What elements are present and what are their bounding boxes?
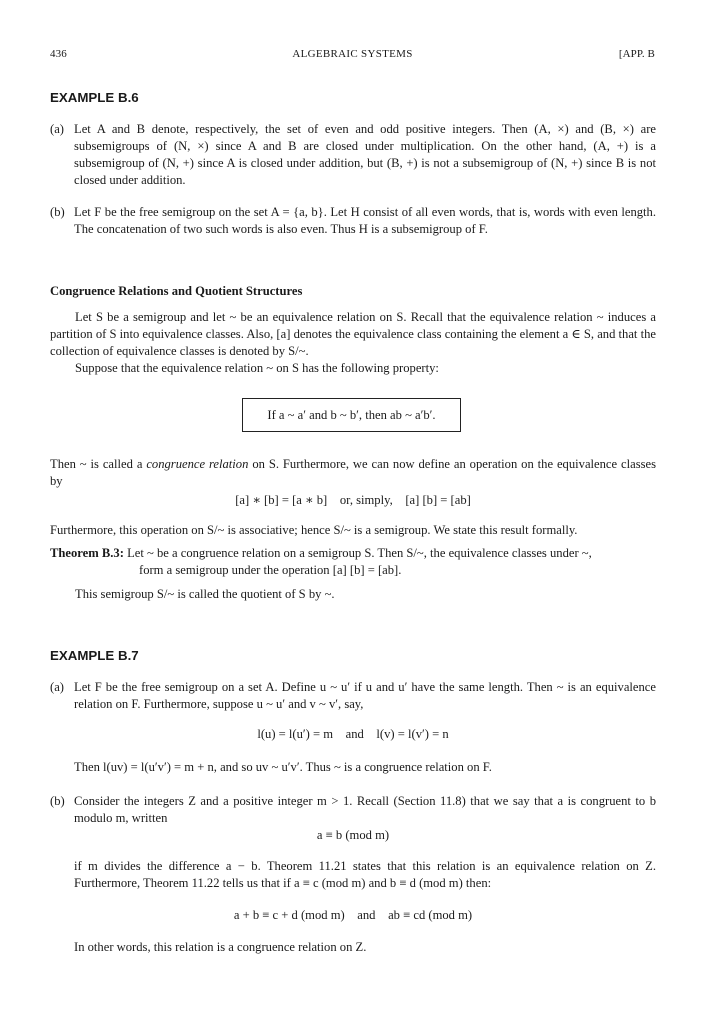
example-b7-item-a [50,679,656,713]
boxed-property: If a ~ a′ and b ~ b′, then ab ~ a′b′. [242,398,461,432]
item-label: (a) [50,122,64,136]
paragraph-text-start: Then ~ is called a [50,457,147,471]
congruence-paragraph-3 [50,456,656,490]
congruence-formula: a ≡ b (mod m) [316,828,390,842]
item-text: Let F be the free semigroup on the set A = {a, b}. Let H consist of all even words, that is, words with even length. The concatenation of two such words is also even. Thus H is a subsemigroup of F. [74,205,656,236]
item-text: Let F be the free semigroup on a set A. Define u ~ u′ if u and u′ have the same length. Then ~ is an equivalence relation on F. Furthermore, suppose u ~ u′ and v ~ v′, say, [74,680,656,711]
page-number: 436 [50,48,67,60]
defined-term: congruence relation [146,457,249,471]
theorem-b3 [50,545,656,579]
item-text: Consider the integers Z and a positive integer m > 1. Recall (Section 11.8) that we say that a is congruent to b modulo m, written [74,794,656,825]
running-title: ALGEBRAIC SYSTEMS [292,48,413,60]
length-formula: l(u) = l(u′) = m and l(v) = l(v′) = n [257,727,449,741]
example-b7-b-conclusion: In other words, this relation is a congruence relation on Z. [74,940,367,954]
operation-formula: [a] ∗ [b] = [a ∗ b] or, simply, [a] [b] = [ab] [235,493,471,507]
item-text: Let A and B denote, respectively, the set of even and odd positive integers. Then (A, ×) and (B, ×) are subsemigroups of (N, ×) since A and B are closed under multiplication. On the other hand, (A, +) is a subsemigroup of (N, +) since A is closed under addition, but (B, +) is not a subsemigroup of (N, +) since B is not closed under addition. [74,122,656,187]
theorem-line-1: Let ~ be a congruence relation on a semigroup S. Then S/~, the equivalence classes under ~, [123,546,592,560]
section-tag: [APP. B [618,48,655,60]
item-label: (b) [50,794,65,808]
sum-product-formula: a + b ≡ c + d (mod m) and ab ≡ cd (mod m) [233,908,473,922]
running-header [50,48,655,64]
example-b6-heading: EXAMPLE B.6 [50,90,139,105]
example-b7-b-text-2: if m divides the difference a − b. Theorem 11.21 states that this relation is an equivalence relation on Z. Furthermore, Theorem 11.22 tells us that if a ≡ c (mod m) and b ≡ d (mod m) then: [74,859,656,890]
example-b6-item-a [50,121,656,189]
example-b7-a-conclusion: Then l(uv) = l(u′v′) = m + n, and so uv ~ u′v′. Thus ~ is a congruence relation on F. [74,760,492,774]
example-b6-item-b [50,204,656,238]
congruence-paragraph-1: Let S be a semigroup and let ~ be an equivalence relation on S. Recall that the equivalence relation ~ induces a partition of S into equivalence classes. Also, [a] denotes the equivalence class containing the element a ∈ S, and that the collection of equivalence classes is denoted by S/~. [50,310,656,358]
example-b7-item-b [50,793,656,827]
item-label: (a) [50,680,64,694]
item-label: (b) [50,205,65,219]
congruence-paragraph-5: This semigroup S/~ is called the quotient of S by ~. [75,587,335,601]
theorem-label: Theorem B.3: [50,546,124,560]
congruence-paragraph-2: Suppose that the equivalence relation ~ on S has the following property: [75,361,439,375]
paragraph-text-end: on S. Furthermore, we can now define an operation on the equivalence classes by [50,457,656,488]
congruence-paragraph-4: Furthermore, this operation on S/~ is associative; hence S/~ is a semigroup. We state this result formally. [50,523,578,537]
section-heading: Congruence Relations and Quotient Structures [50,284,303,298]
example-b7-heading: EXAMPLE B.7 [50,648,139,663]
theorem-line-2: form a semigroup under the operation [a] [b] = [ab]. [139,563,402,577]
